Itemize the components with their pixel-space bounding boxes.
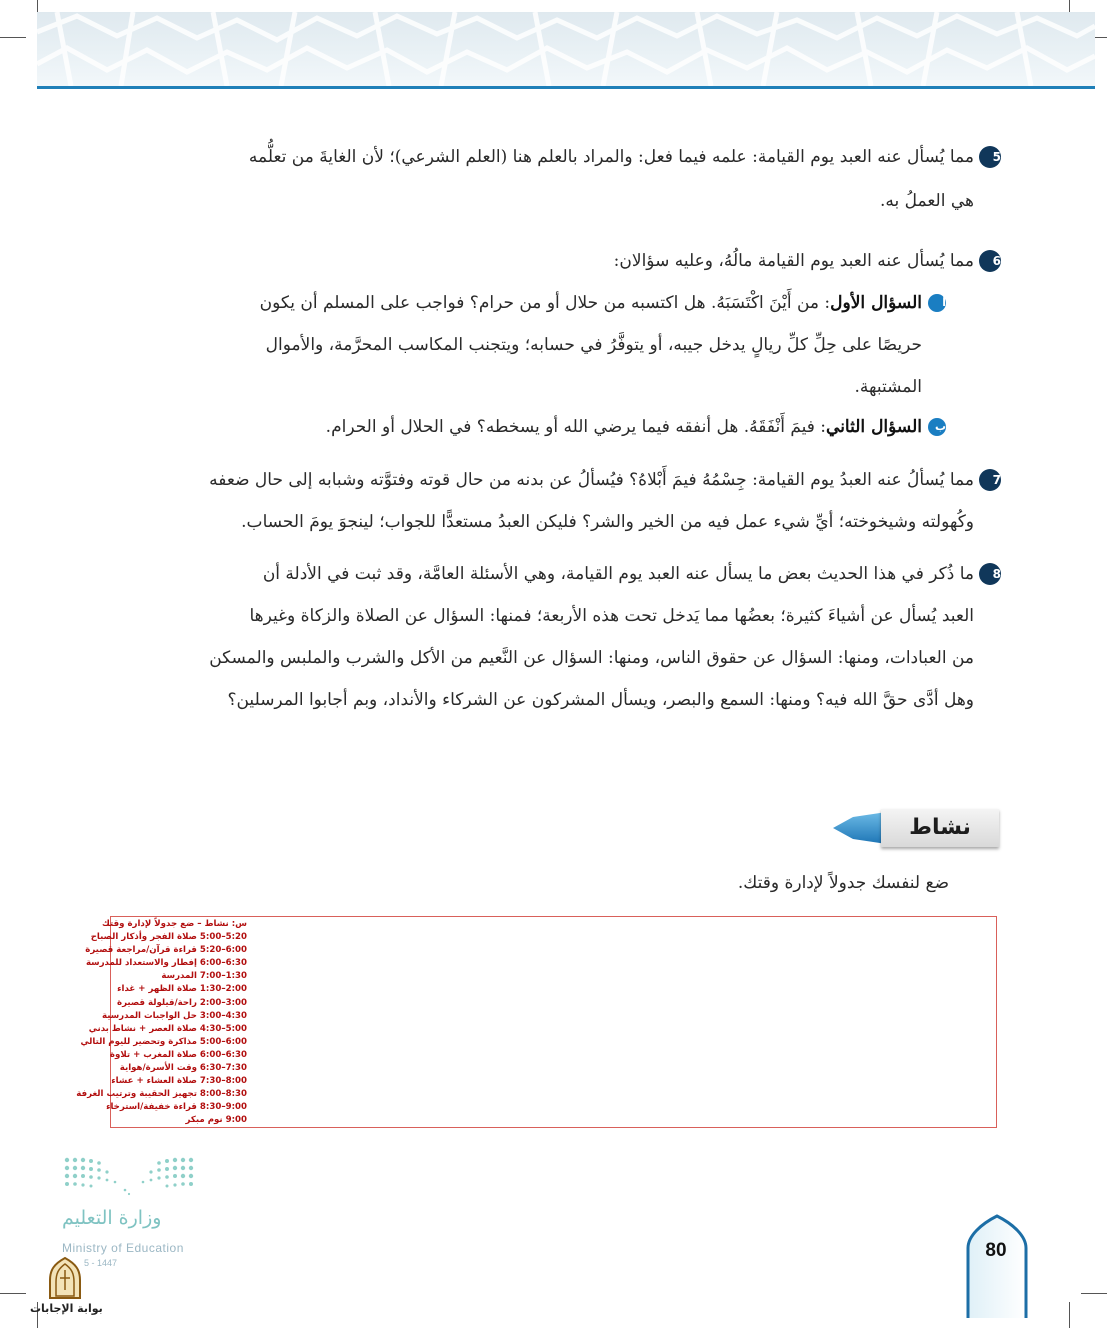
edition-year: 5 - 1447 xyxy=(84,1258,118,1268)
item-text-line: ما ذُكر في هذا الحديث بعض ما يسأل عنه العبد يوم القيامة، وهي الأسئلة العامَّة، وقد ثبت في الأدلة أن xyxy=(262,564,974,584)
sub-text-line xyxy=(160,282,922,324)
answer-line: 1:30–7:00 المدرسة xyxy=(161,971,247,982)
page-number-tab xyxy=(965,1214,1029,1318)
header-rule xyxy=(37,86,1095,89)
answer-line: 5:00–4:30 صلاة العصر + نشاط بدني xyxy=(88,1023,247,1034)
ministry-name-arabic: وزارة التعليم xyxy=(62,1207,162,1229)
answer-line: 4:30–3:00 حل الواجبات المدرسية xyxy=(101,1010,247,1021)
answer-schedule xyxy=(76,918,247,1128)
answer-line: 6:30–6:00 صلاة المغرب + تلاوة xyxy=(109,1049,247,1060)
answer-line: 9:00 نوم مبكر xyxy=(185,1115,247,1126)
list-item-8 xyxy=(160,553,1001,721)
answer-line: 6:30–6:00 إفطار والاستعداد للمدرسة xyxy=(85,958,247,969)
activity-title: نشاط xyxy=(881,809,999,847)
sub-item-b xyxy=(160,406,946,448)
answer-line: 6:00–5:20 قراءة قرآن/مراجعة قصيرة xyxy=(85,945,247,956)
item-text-line: مما يُسأل عنه العبد يوم القيامة مالُهُ، وعليه سؤالان: xyxy=(613,251,974,271)
crop-mark xyxy=(0,37,26,38)
answer-line: 7:30–6:30 وقت الأسرة/هواية xyxy=(119,1063,247,1074)
answer-line: 9:00–8:30 قراءة خفيفة/استرخاء xyxy=(106,1102,247,1113)
page-number: 80 xyxy=(985,1240,1007,1261)
answer-line: 5:20–5:00 صلاة الفجر وأذكار الصباح xyxy=(90,932,247,943)
number-badge-5: 5 xyxy=(979,146,1001,168)
activity-task: ضع لنفسك جدولاً لإدارة وقتك. xyxy=(737,873,949,893)
portal-name: بوابة الإجابات xyxy=(30,1302,103,1315)
question-title: السؤال الثاني xyxy=(826,417,922,437)
sub-bullet-a: أ xyxy=(928,294,946,312)
activity-label xyxy=(833,809,999,847)
sub-bullet-b: ب xyxy=(928,418,946,436)
number-badge-8: 8 xyxy=(979,563,1001,585)
header-pattern-band xyxy=(37,12,1095,86)
answer-line: س: نشاط – ضع جدولاً لإدارة وقتك xyxy=(102,919,247,929)
list-item-6 xyxy=(160,240,1001,282)
question-title: السؤال الأول xyxy=(830,293,922,313)
item-text-line: مما يُسأل عنه العبد يوم القيامة: علمه فيما فعل: والمراد بالعلم هنا (العلم الشرعي)؛ لأن الغايةَ من تعلُّمه xyxy=(248,147,974,167)
list-item-5 xyxy=(160,135,1001,232)
sub-text-line: المشتبهة. xyxy=(854,377,922,397)
answer-line: 3:00–2:00 راحة/قيلولة قصيرة xyxy=(117,997,247,1008)
sub-item-a xyxy=(160,282,946,408)
crop-mark xyxy=(1069,1302,1070,1328)
item-text-line: وهل أدَّى حقَّ الله فيه؟ ومنها: السمع والبصر، ويسأل المشركون عن الشركاء والأنداد، وبم أجابوا المرسلين؟ xyxy=(227,690,974,710)
item-text-line: العبد يُسأل عن أشياءَ كثيرة؛ بعضُها مما يَدخل تحت هذه الأربعة؛ فمنها: السؤال عن الصلاة والزكاة وغيرها xyxy=(249,606,974,626)
header-pattern xyxy=(37,12,1095,86)
number-badge-7: 7 xyxy=(979,469,1001,491)
question-text: : فيمَ أَنْفَقَهُ. هل أنفقه فيما يرضي الله أو يسخطه؟ في الحلال أو الحرام. xyxy=(325,417,827,437)
number-badge-6: 6 xyxy=(979,250,1001,272)
crop-mark xyxy=(1081,1293,1107,1294)
portal-logo-icon xyxy=(44,1256,86,1300)
answer-line: 6:00–5:00 مذاكرة وتحضير لليوم التالي xyxy=(80,1036,247,1047)
ministry-name-english: Ministry of Education xyxy=(62,1241,184,1255)
sub-text-line xyxy=(160,406,922,448)
question-text: : من أَيْنَ اكْتَسَبَهُ. هل اكتسبه من حلال أو من حرام؟ فواجب على المسلم أن يكون xyxy=(259,293,831,313)
item-text-line: وكُهولته وشيخوخته؛ أيِّ شيء عمل فيه من الخير والشر؟ فليكن العبدُ مستعدًّا للجواب؛ لينجوَ يومَ الحساب. xyxy=(241,512,974,532)
list-item-7 xyxy=(160,459,1001,543)
crop-mark xyxy=(0,1293,26,1294)
item-text-line: مما يُسألُ عنه العبدُ يوم القيامة: جِسْمُهُ فيمَ أَبْلاهُ؟ فيُسألُ عن بدنه من حال قوته وفتوَّته وشبابه إلى حال ضعفه xyxy=(209,470,974,490)
answer-line: 8:30–8:00 تجهيز الحقيبة وترتيب الغرفة xyxy=(76,1089,247,1100)
item-text-line: من العبادات، ومنها: السؤال عن حقوق الناس، ومنها: السؤال عن النَّعيم من الأكل والشرب والملبس والمسكن xyxy=(209,648,974,668)
sub-text-line: حريصًا على حِلِّ كلِّ ريالٍ يدخل جيبه، أو يتوفَّرُ في حسابه؛ ويتجنب المكاسب المحرَّمة، والأموال xyxy=(265,335,922,355)
answer-line: 2:00–1:30 صلاة الظهر + غداء xyxy=(117,984,247,995)
ministry-logo-icon xyxy=(63,1156,197,1196)
answer-line: 8:00–7:30 صلاة العشاء + عشاء xyxy=(111,1076,247,1087)
item-text-line: هي العملُ به. xyxy=(880,191,974,211)
